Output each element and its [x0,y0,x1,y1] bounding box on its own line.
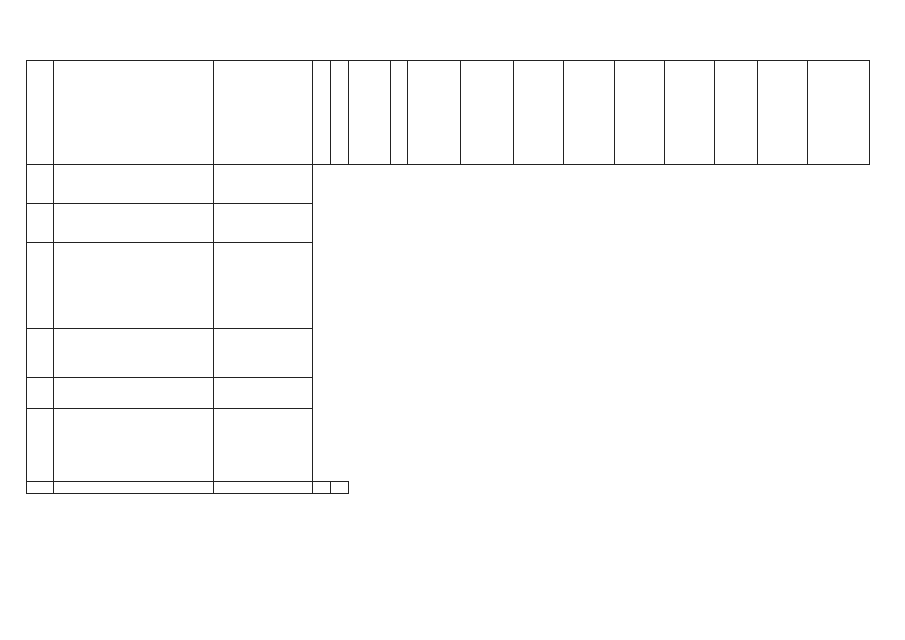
measure-name [54,408,214,481]
measure-name [54,481,214,493]
executor [214,328,313,377]
cell-csr [348,60,391,164]
executor [214,60,313,164]
table-row-1-1-7 [27,60,870,164]
cell-razdel [330,60,348,164]
cell-vr [391,60,408,164]
cell-razdel [330,481,348,493]
cell-value [715,60,758,164]
table-row-1-2 [27,481,870,493]
row-number [27,481,54,493]
executor [214,164,313,203]
row-number [27,203,54,242]
measure-name [54,164,214,203]
cell-value [513,60,564,164]
row-number [27,377,54,408]
table-row-1-1-9 [27,203,870,216]
row-number [27,328,54,377]
cell-value [665,60,715,164]
measure-name [54,242,214,328]
cell-value [757,60,808,164]
executor [214,408,313,481]
executor [214,377,313,408]
cell-value [564,60,615,164]
cell-grbs [313,60,330,164]
row-number [27,164,54,203]
cell-value [614,60,665,164]
measure-name [54,328,214,377]
executor [214,203,313,242]
executor [214,242,313,328]
cell-total [808,60,870,164]
row-number [27,408,54,481]
cell-value [408,60,461,164]
budget-table [26,60,870,494]
cell-grbs [313,481,330,493]
table-row-1-1-8 [27,164,870,177]
measure-name [54,60,214,164]
table-row-1-1-13 [27,408,870,481]
executor [214,481,313,493]
measure-name [54,203,214,242]
cell-value [461,60,514,164]
table-row-1-1-11 [27,328,870,377]
table-row-1-1-12 [27,377,870,408]
measure-name [54,377,214,408]
row-number [27,242,54,328]
row-number [27,60,54,164]
table-row-1-1-10 [27,242,870,328]
